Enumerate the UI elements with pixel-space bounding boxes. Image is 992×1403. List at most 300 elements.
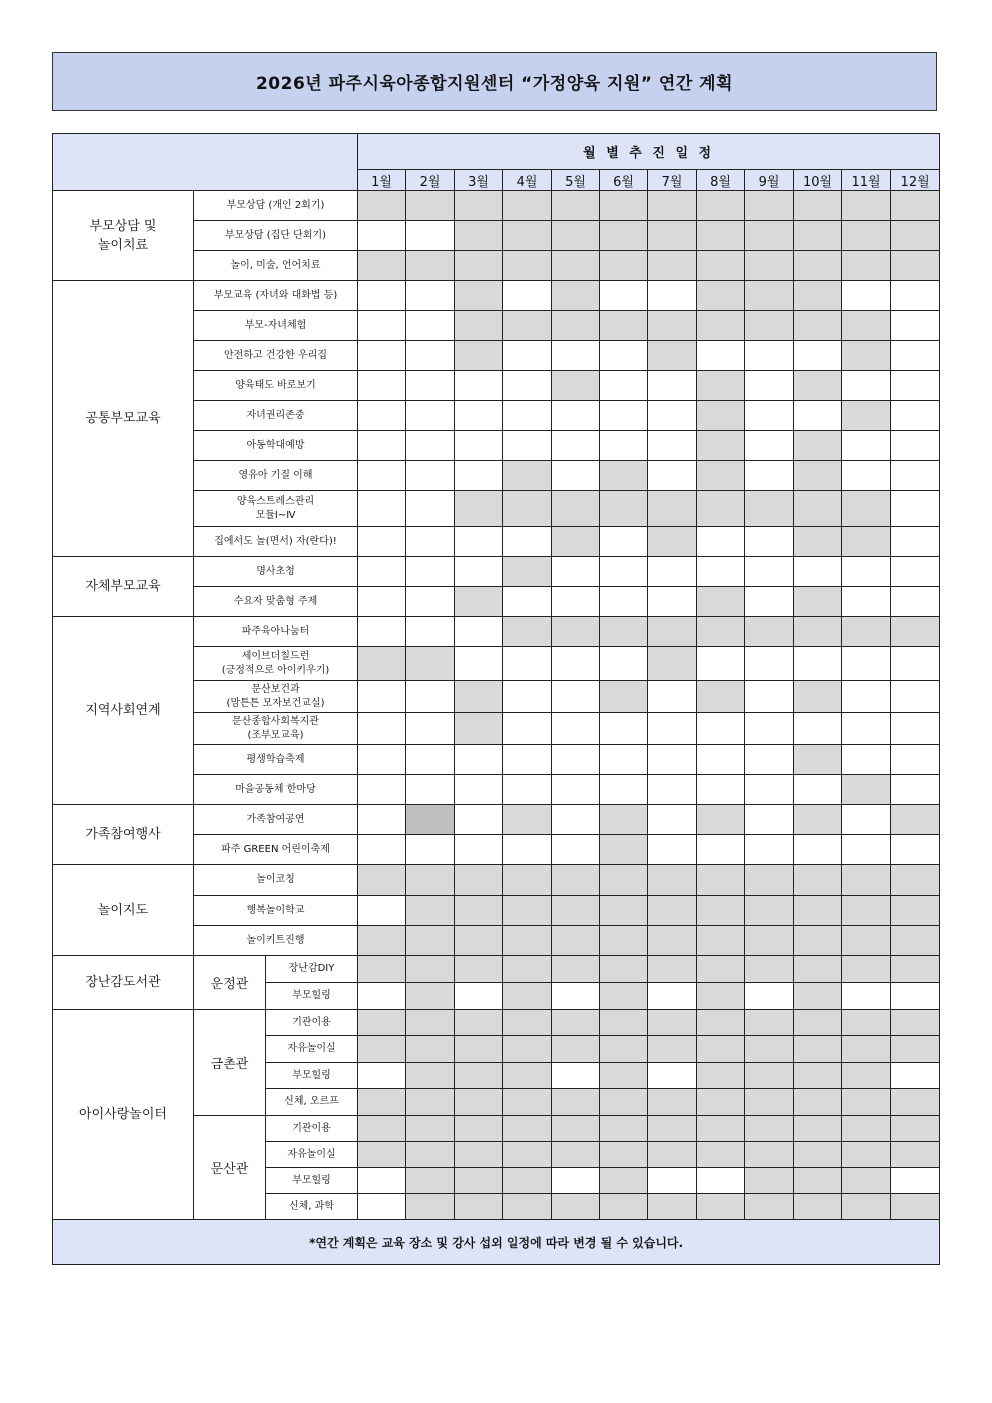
schedule-cell-month-6 [600,1089,648,1116]
schedule-cell-month-5 [552,191,600,221]
schedule-cell-month-8 [697,1036,745,1063]
schedule-cell-month-7 [648,617,697,647]
program-name: 파주 GREEN 어린이축제 [194,835,358,865]
schedule-cell-month-9 [745,713,794,745]
schedule-cell-month-9 [745,681,794,713]
schedule-cell-month-5 [552,983,600,1010]
schedule-cell-month-12 [891,281,940,311]
schedule-cell-month-9 [745,1168,794,1194]
schedule-cell-month-6 [600,956,648,983]
schedule-cell-month-7 [648,371,697,401]
schedule-cell-month-4 [503,251,552,281]
schedule-cell-month-4 [503,401,552,431]
schedule-cell-month-8 [697,1089,745,1116]
schedule-cell-month-8 [697,745,745,775]
schedule-cell-month-11 [842,527,891,557]
program-name: 놀이키트진행 [194,926,358,956]
month-header-11: 11월 [842,170,891,191]
schedule-cell-month-8 [697,1142,745,1168]
schedule-cell-month-2 [406,251,455,281]
schedule-cell-month-9 [745,805,794,835]
schedule-cell-month-5 [552,1194,600,1220]
schedule-cell-month-5 [552,617,600,647]
schedule-cell-month-7 [648,1168,697,1194]
schedule-cell-month-10 [794,647,842,681]
schedule-cell-month-1 [358,1168,406,1194]
schedule-cell-month-7 [648,557,697,587]
schedule-cell-month-3 [455,983,503,1010]
schedule-cell-month-6 [600,1116,648,1142]
schedule-cell-month-5 [552,647,600,681]
schedule-cell-month-12 [891,251,940,281]
month-header-2: 2월 [406,170,455,191]
schedule-cell-month-5 [552,956,600,983]
schedule-cell-month-5 [552,1142,600,1168]
category-play-guide: 놀이지도 [53,865,194,956]
schedule-cell-month-3 [455,587,503,617]
program-name: 신체, 과학 [266,1194,358,1220]
schedule-cell-month-1 [358,713,406,745]
schedule-cell-month-9 [745,587,794,617]
month-header-12: 12월 [891,170,940,191]
schedule-cell-month-10 [794,461,842,491]
schedule-cell-month-8 [697,221,745,251]
schedule-cell-month-4 [503,281,552,311]
schedule-cell-month-12 [891,311,940,341]
schedule-cell-month-9 [745,775,794,805]
schedule-cell-month-8 [697,557,745,587]
program-name: 아동학대예방 [194,431,358,461]
schedule-cell-month-8 [697,281,745,311]
schedule-cell-month-10 [794,983,842,1010]
schedule-cell-month-7 [648,527,697,557]
schedule-cell-month-1 [358,431,406,461]
schedule-cell-month-11 [842,617,891,647]
schedule-cell-month-4 [503,341,552,371]
schedule-cell-month-8 [697,1194,745,1220]
schedule-cell-month-10 [794,1116,842,1142]
schedule-cell-month-10 [794,1063,842,1089]
schedule-cell-month-1 [358,775,406,805]
schedule-cell-month-7 [648,983,697,1010]
schedule-cell-month-12 [891,835,940,865]
schedule-cell-month-4 [503,745,552,775]
schedule-cell-month-7 [648,221,697,251]
schedule-cell-month-9 [745,1194,794,1220]
program-name: 자유놀이실 [266,1142,358,1168]
schedule-cell-month-9 [745,251,794,281]
schedule-cell-month-11 [842,896,891,926]
schedule-cell-month-11 [842,647,891,681]
schedule-cell-month-7 [648,461,697,491]
schedule-cell-month-4 [503,191,552,221]
plan-row [53,557,940,587]
schedule-cell-month-8 [697,191,745,221]
schedule-cell-month-12 [891,681,940,713]
schedule-cell-month-8 [697,1010,745,1036]
schedule-cell-month-11 [842,221,891,251]
schedule-cell-month-5 [552,281,600,311]
schedule-cell-month-6 [600,1036,648,1063]
schedule-cell-month-6 [600,461,648,491]
subcategory-geumchon: 금촌관 [194,1010,266,1116]
schedule-cell-month-9 [745,617,794,647]
program-name: 놀이, 미술, 언어치료 [194,251,358,281]
schedule-cell-month-10 [794,805,842,835]
schedule-cell-month-6 [600,617,648,647]
schedule-cell-month-12 [891,371,940,401]
schedule-cell-month-11 [842,713,891,745]
schedule-cell-month-2 [406,557,455,587]
schedule-cell-month-3 [455,341,503,371]
schedule-cell-month-10 [794,745,842,775]
category-play-center: 아이사랑놀이터 [53,1010,194,1220]
program-name: 부모힐링 [266,1168,358,1194]
schedule-cell-month-12 [891,647,940,681]
schedule-cell-month-2 [406,1142,455,1168]
schedule-cell-month-3 [455,1168,503,1194]
schedule-cell-month-12 [891,983,940,1010]
program-name: 행복놀이학교 [194,896,358,926]
schedule-cell-month-10 [794,896,842,926]
schedule-cell-month-8 [697,1063,745,1089]
schedule-cell-month-5 [552,587,600,617]
schedule-cell-month-1 [358,983,406,1010]
schedule-cell-month-8 [697,587,745,617]
schedule-cell-month-2 [406,865,455,896]
schedule-cell-month-4 [503,1142,552,1168]
schedule-cell-month-4 [503,557,552,587]
schedule-cell-month-1 [358,1194,406,1220]
schedule-cell-month-7 [648,775,697,805]
schedule-cell-month-10 [794,865,842,896]
schedule-cell-month-3 [455,557,503,587]
schedule-cell-month-9 [745,1142,794,1168]
schedule-cell-month-7 [648,587,697,617]
plan-row [53,617,940,647]
schedule-cell-month-1 [358,191,406,221]
program-name: 장난감DIY [266,956,358,983]
schedule-cell-month-4 [503,865,552,896]
schedule-cell-month-4 [503,647,552,681]
schedule-cell-month-5 [552,1116,600,1142]
plan-row [53,956,940,983]
schedule-cell-month-6 [600,311,648,341]
schedule-cell-month-11 [842,431,891,461]
schedule-cell-month-12 [891,401,940,431]
schedule-cell-month-10 [794,1036,842,1063]
schedule-cell-month-8 [697,341,745,371]
schedule-cell-month-6 [600,926,648,956]
category-toy-library: 장난감도서관 [53,956,194,1010]
schedule-cell-month-9 [745,461,794,491]
schedule-cell-month-3 [455,713,503,745]
schedule-cell-month-4 [503,371,552,401]
schedule-cell-month-5 [552,1036,600,1063]
program-name: 수요자 맞춤형 주제 [194,587,358,617]
program-name: 마을공동체 한마당 [194,775,358,805]
month-header-1: 1월 [358,170,406,191]
schedule-cell-month-8 [697,461,745,491]
schedule-cell-month-10 [794,681,842,713]
month-header-8: 8월 [697,170,745,191]
schedule-cell-month-12 [891,527,940,557]
subcategory-munsan: 문산관 [194,1116,266,1220]
schedule-cell-month-8 [697,491,745,527]
schedule-cell-month-2 [406,1010,455,1036]
schedule-cell-month-1 [358,371,406,401]
program-name: 부모힐링 [266,1063,358,1089]
schedule-cell-month-8 [697,371,745,401]
schedule-cell-month-6 [600,401,648,431]
schedule-cell-month-2 [406,491,455,527]
schedule-cell-month-4 [503,1194,552,1220]
schedule-cell-month-3 [455,775,503,805]
schedule-cell-month-10 [794,311,842,341]
schedule-cell-month-1 [358,491,406,527]
schedule-cell-month-10 [794,371,842,401]
schedule-cell-month-6 [600,983,648,1010]
schedule-cell-month-1 [358,401,406,431]
schedule-cell-month-11 [842,926,891,956]
schedule-cell-month-8 [697,983,745,1010]
schedule-cell-month-6 [600,341,648,371]
schedule-cell-month-9 [745,896,794,926]
annual-plan-table [52,133,940,1265]
schedule-cell-month-7 [648,401,697,431]
schedule-cell-month-10 [794,557,842,587]
schedule-cell-month-3 [455,1116,503,1142]
schedule-cell-month-11 [842,1194,891,1220]
schedule-cell-month-2 [406,341,455,371]
schedule-cell-month-8 [697,865,745,896]
schedule-cell-month-7 [648,926,697,956]
schedule-cell-month-12 [891,1010,940,1036]
schedule-cell-month-12 [891,956,940,983]
schedule-cell-month-4 [503,681,552,713]
schedule-cell-month-5 [552,805,600,835]
program-name: 양육태도 바로보기 [194,371,358,401]
schedule-cell-month-7 [648,1010,697,1036]
schedule-cell-month-7 [648,1063,697,1089]
schedule-cell-month-9 [745,191,794,221]
schedule-cell-month-4 [503,805,552,835]
schedule-cell-month-4 [503,617,552,647]
schedule-cell-month-9 [745,745,794,775]
schedule-cell-month-9 [745,341,794,371]
schedule-cell-month-4 [503,1063,552,1089]
schedule-cell-month-12 [891,587,940,617]
schedule-cell-month-8 [697,805,745,835]
schedule-cell-month-11 [842,1116,891,1142]
schedule-cell-month-2 [406,311,455,341]
program-name: 영유아 기질 이해 [194,461,358,491]
program-name: 부모상담 (개인 2회기) [194,191,358,221]
schedule-cell-month-6 [600,1168,648,1194]
schedule-cell-month-10 [794,775,842,805]
schedule-cell-month-2 [406,221,455,251]
program-name: 양육스트레스관리 모듈Ⅰ~Ⅳ [194,491,358,527]
program-name: 명사초청 [194,557,358,587]
schedule-cell-month-11 [842,371,891,401]
schedule-cell-month-9 [745,983,794,1010]
schedule-cell-month-1 [358,617,406,647]
schedule-cell-month-8 [697,527,745,557]
schedule-cell-month-4 [503,775,552,805]
schedule-cell-month-5 [552,1168,600,1194]
schedule-cell-month-5 [552,896,600,926]
schedule-cell-month-2 [406,926,455,956]
schedule-cell-month-8 [697,431,745,461]
schedule-cell-month-7 [648,431,697,461]
schedule-cell-month-1 [358,281,406,311]
schedule-cell-month-2 [406,1036,455,1063]
schedule-cell-month-3 [455,745,503,775]
schedule-cell-month-8 [697,1116,745,1142]
schedule-cell-month-9 [745,371,794,401]
schedule-cell-month-4 [503,835,552,865]
schedule-cell-month-12 [891,745,940,775]
schedule-cell-month-4 [503,1010,552,1036]
schedule-cell-month-1 [358,1089,406,1116]
schedule-cell-month-3 [455,865,503,896]
program-name: 부모힐링 [266,983,358,1010]
schedule-cell-month-11 [842,983,891,1010]
schedule-cell-month-9 [745,557,794,587]
schedule-cell-month-3 [455,251,503,281]
schedule-cell-month-3 [455,371,503,401]
schedule-cell-month-10 [794,281,842,311]
schedule-cell-month-5 [552,461,600,491]
schedule-cell-month-9 [745,1063,794,1089]
schedule-cell-month-1 [358,956,406,983]
schedule-cell-month-1 [358,1063,406,1089]
schedule-cell-month-1 [358,896,406,926]
schedule-cell-month-4 [503,1036,552,1063]
schedule-cell-month-12 [891,491,940,527]
schedule-cell-month-12 [891,191,940,221]
schedule-cell-month-11 [842,681,891,713]
schedule-cell-month-9 [745,1036,794,1063]
schedule-cell-month-5 [552,311,600,341]
schedule-cell-month-5 [552,527,600,557]
schedule-cell-month-12 [891,431,940,461]
schedule-cell-month-11 [842,1089,891,1116]
schedule-cell-month-8 [697,647,745,681]
schedule-cell-month-2 [406,713,455,745]
month-header-6: 6월 [600,170,648,191]
month-header-10: 10월 [794,170,842,191]
schedule-cell-month-11 [842,461,891,491]
schedule-cell-month-10 [794,713,842,745]
schedule-cell-month-7 [648,713,697,745]
schedule-cell-month-9 [745,491,794,527]
schedule-cell-month-3 [455,527,503,557]
schedule-cell-month-9 [745,1089,794,1116]
schedule-cell-month-5 [552,557,600,587]
schedule-cell-month-10 [794,491,842,527]
schedule-cell-month-11 [842,745,891,775]
schedule-cell-month-10 [794,1168,842,1194]
schedule-cell-month-7 [648,1089,697,1116]
schedule-cell-month-8 [697,681,745,713]
schedule-cell-month-1 [358,557,406,587]
category-counsel: 부모상담 및 놀이치료 [53,191,194,281]
schedule-cell-month-6 [600,557,648,587]
schedule-cell-month-7 [648,865,697,896]
month-header-4: 4월 [503,170,552,191]
schedule-cell-month-10 [794,956,842,983]
program-name: 가족참여공연 [194,805,358,835]
program-name: 부모교육 (자녀와 대화법 등) [194,281,358,311]
schedule-cell-month-6 [600,491,648,527]
schedule-cell-month-6 [600,221,648,251]
schedule-cell-month-4 [503,431,552,461]
schedule-cell-month-3 [455,311,503,341]
schedule-cell-month-3 [455,835,503,865]
schedule-cell-month-7 [648,251,697,281]
program-name: 문산보건과 (맘튼튼 모자보건교실) [194,681,358,713]
schedule-cell-month-6 [600,1142,648,1168]
schedule-cell-month-3 [455,647,503,681]
schedule-cell-month-10 [794,191,842,221]
schedule-cell-month-5 [552,775,600,805]
schedule-cell-month-5 [552,713,600,745]
month-header-7: 7월 [648,170,697,191]
schedule-cell-month-5 [552,926,600,956]
category-family-event: 가족참여행사 [53,805,194,865]
schedule-cell-month-5 [552,341,600,371]
schedule-cell-month-1 [358,1010,406,1036]
schedule-cell-month-8 [697,775,745,805]
schedule-cell-month-2 [406,775,455,805]
schedule-cell-month-9 [745,401,794,431]
schedule-cell-month-11 [842,1036,891,1063]
schedule-cell-month-11 [842,587,891,617]
schedule-cell-month-12 [891,1036,940,1063]
schedule-cell-month-5 [552,251,600,281]
schedule-cell-month-12 [891,617,940,647]
program-name: 부모상담 (집단 단회기) [194,221,358,251]
schedule-cell-month-12 [891,896,940,926]
schedule-cell-month-12 [891,713,940,745]
schedule-cell-month-10 [794,341,842,371]
schedule-cell-month-2 [406,1089,455,1116]
schedule-cell-month-5 [552,431,600,461]
schedule-cell-month-12 [891,805,940,835]
schedule-cell-month-8 [697,956,745,983]
schedule-cell-month-2 [406,983,455,1010]
program-name: 세이브더칠드런 (긍정적으로 아이키우기) [194,647,358,681]
schedule-cell-month-1 [358,681,406,713]
schedule-cell-month-10 [794,431,842,461]
schedule-cell-month-11 [842,865,891,896]
schedule-cell-month-3 [455,1194,503,1220]
schedule-cell-month-5 [552,745,600,775]
schedule-cell-month-8 [697,835,745,865]
schedule-cell-month-9 [745,221,794,251]
schedule-cell-month-9 [745,865,794,896]
program-name: 기관이용 [266,1116,358,1142]
schedule-cell-month-4 [503,587,552,617]
schedule-cell-month-3 [455,191,503,221]
schedule-cell-month-6 [600,681,648,713]
schedule-cell-month-7 [648,647,697,681]
schedule-cell-month-11 [842,341,891,371]
schedule-cell-month-7 [648,1116,697,1142]
schedule-cell-month-3 [455,617,503,647]
schedule-cell-month-11 [842,311,891,341]
